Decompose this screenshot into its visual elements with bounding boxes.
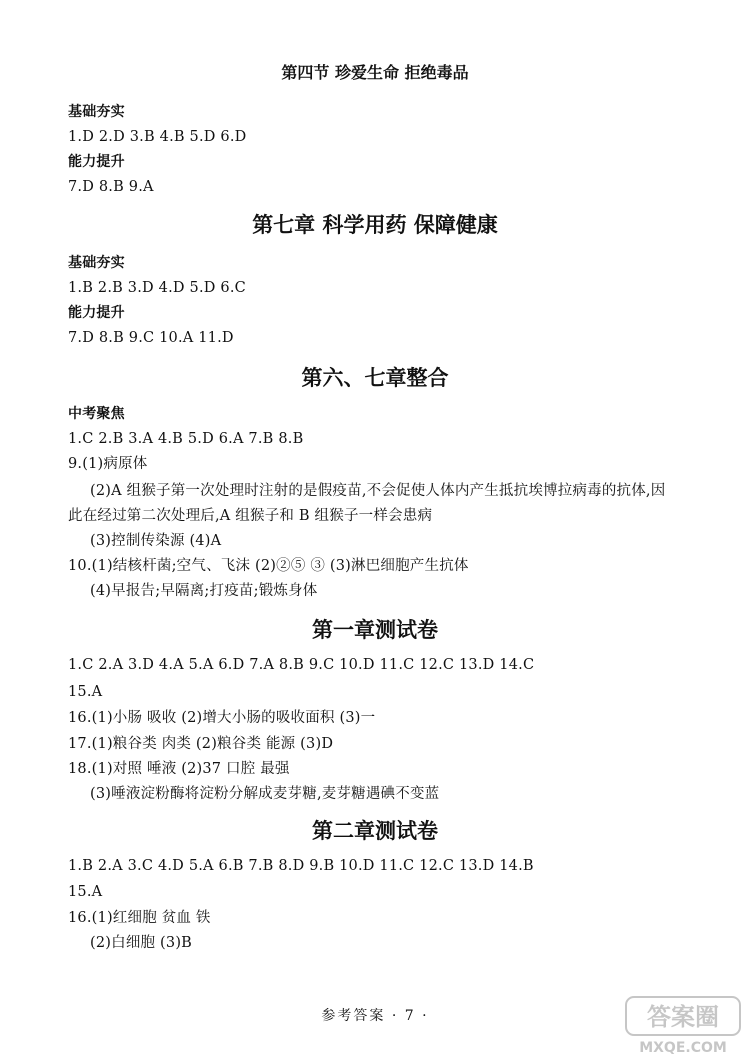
answer-line: (3)唾液淀粉酶将淀粉分解成麦芽糖,麦芽糖遇碘不变蓝 — [90, 786, 440, 802]
answers-basic: 1.B 2.B 3.D 4.D 5.D 6.C — [68, 280, 246, 296]
watermark-text-domain: MXQE.COM — [639, 1040, 727, 1056]
answer-line: 15.A — [68, 684, 103, 700]
answer-line: 此在经过第二次处理后,A 组猴子和 B 组猴子一样会患病 — [68, 508, 433, 524]
answer-line: (2)A 组猴子第一次处理时注射的是假疫苗,不会促使人体内产生抵抗埃博拉病毒的抗体,因 — [90, 483, 666, 499]
section-title-chapter6-7-review: 第六、七章整合 — [301, 366, 449, 390]
answer-line: 10.(1)结核杆菌;空气、飞沫 (2)②⑤ ③ (3)淋巴细胞产生抗体 — [68, 558, 469, 574]
watermark-logo — [624, 995, 742, 1057]
label-advanced: 能力提升 — [68, 154, 125, 170]
watermark-text-cn: 答案圈 — [647, 1003, 719, 1031]
page-footer: 参考答案 · 7 · — [321, 1008, 429, 1024]
answer-line: 1.C 2.B 3.A 4.B 5.D 6.A 7.B 8.B — [68, 431, 304, 447]
answer-line: 1.C 2.A 3.D 4.A 5.A 6.D 7.A 8.B 9.C 10.D 11.C 12.C 13.D 14.C — [68, 657, 535, 673]
answer-line: 9.(1)病原体 — [68, 456, 148, 472]
section-title-chapter7: 第七章 科学用药 保障健康 — [252, 213, 498, 237]
answers-basic: 1.D 2.D 3.B 4.B 5.D 6.D — [68, 129, 247, 145]
section-title-drug-refusal: 第四节 珍爱生命 拒绝毒品 — [281, 63, 469, 82]
answers-advanced: 7.D 8.B 9.C 10.A 11.D — [68, 330, 234, 346]
answer-line: 18.(1)对照 唾液 (2)37 口腔 最强 — [68, 761, 290, 777]
answer-line: 16.(1)小肠 吸收 (2)增大小肠的吸收面积 (3)一 — [68, 710, 376, 726]
label-exam-focus: 中考聚焦 — [68, 406, 125, 422]
answers-advanced: 7.D 8.B 9.A — [68, 179, 154, 195]
answer-line: 16.(1)红细胞 贫血 铁 — [68, 910, 211, 926]
answer-line: (2)白细胞 (3)B — [90, 935, 193, 951]
label-basic: 基础夯实 — [68, 255, 125, 271]
label-advanced: 能力提升 — [68, 305, 125, 321]
label-basic: 基础夯实 — [68, 104, 125, 120]
section-title-chapter2-test: 第二章测试卷 — [312, 819, 438, 843]
answer-line: 15.A — [68, 884, 103, 900]
answer-line: 17.(1)粮谷类 肉类 (2)粮谷类 能源 (3)D — [68, 736, 334, 752]
answer-line: (3)控制传染源 (4)A — [90, 533, 222, 549]
section-title-chapter1-test: 第一章测试卷 — [312, 618, 438, 642]
answer-line: 1.B 2.A 3.C 4.D 5.A 6.B 7.B 8.D 9.B 10.D 11.C 12.C 13.D 14.B — [68, 858, 534, 874]
answer-line: (4)早报告;早隔离;打疫苗;锻炼身体 — [90, 583, 318, 599]
